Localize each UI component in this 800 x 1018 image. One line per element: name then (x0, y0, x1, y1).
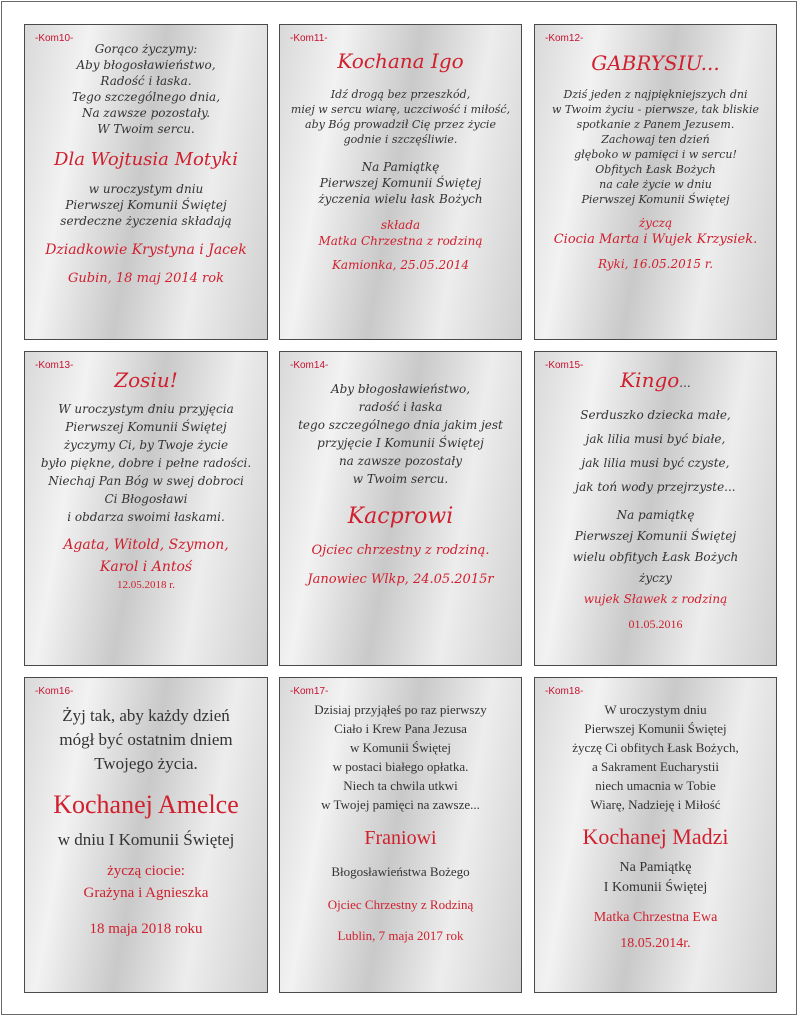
verse-line: Na zawsze pozostały. (81, 106, 211, 120)
verse-line: Dziś jeden z najpiękniejszych dni (563, 88, 748, 101)
recipient-name: GABRYSIU... (591, 51, 720, 75)
verse-line: W uroczystym dniu (604, 702, 707, 717)
verse-line: było piękne, dobre i pełne radości. (40, 456, 252, 470)
verse-line: głęboko w pamięci i w sercu! (574, 148, 737, 161)
verse-line: przyjęcie I Komunii Świętej (317, 436, 484, 450)
verse-line: na całe życie w dniu (599, 178, 712, 191)
verse-line: i obdarza swoimi łaskami. (67, 510, 225, 524)
occasion-line: życzy (639, 571, 672, 585)
place-date: Janowiec Wlkp, 24.05.2015r (307, 572, 494, 587)
plate-kom15 (534, 351, 777, 666)
occasion-line: Błogosławieństwa Bożego (331, 864, 470, 879)
verse-line: w Twoim życiu - pierwsze, tak bliskie (551, 103, 760, 116)
sender: Ojciec chrzestny z rodziną. (311, 543, 490, 558)
plate-code: -Kom11- (290, 33, 328, 44)
verse-line: Dzisiaj przyjąłeś po raz pierwszy (314, 702, 487, 717)
plate-code: -Kom17- (290, 686, 329, 697)
sender: Matka Chrzestna Ewa (593, 910, 718, 925)
recipient-name: Kingo (620, 368, 680, 392)
verse-line: radość i łaska (358, 400, 443, 414)
plate-code: -Kom15- (545, 360, 584, 371)
verse-line: Aby błogosławieństwo, (330, 382, 471, 396)
place-date: 01.05.2016 (628, 617, 683, 631)
verse-line: na zawsze pozostały (338, 454, 463, 468)
verse-line: Pierwszej Komunii Świętej (584, 721, 727, 736)
verse-line: Idź drogą bez przeszkód, (330, 88, 471, 101)
place-date: 18.05.2014r. (620, 936, 691, 951)
verse-line: w Twojej pamięci na zawsze... (321, 797, 480, 812)
verse-line: Żyj tak, aby każdy dzień (62, 706, 230, 725)
recipient-name: Kochanej Madzi (582, 824, 729, 849)
occasion-line: Pierwszej Komunii Świętej (574, 529, 737, 543)
occasion-line: w dniu I Komunii Świętej (57, 830, 235, 849)
recipient-suffix: ... (679, 376, 691, 390)
verse-line: Radość i łaska. (100, 74, 192, 88)
plate-kom14 (279, 351, 522, 666)
recipient-name: Dla Wojtusia Motyki (54, 149, 238, 170)
plate-kom12 (534, 24, 777, 340)
verse-line: Niechaj Pan Bóg w swej dobroci (48, 474, 244, 488)
verse-line: mógł być ostatnim dniem (59, 730, 233, 749)
occasion-line: serdeczne życzenia składają (60, 214, 232, 228)
sender: wujek Sławek z rodziną (583, 592, 728, 606)
verse-line: Tego szczególnego dnia, (71, 90, 221, 104)
occasion-line: w uroczystym dniu (88, 182, 204, 196)
sender: Ojciec Chrzestny z Rodziną (327, 897, 474, 912)
plate-code: -Kom14- (290, 360, 329, 371)
sender-line: Grażyna i Agnieszka (83, 885, 209, 901)
verse-line: tego szczególnego dnia jakim jest (298, 418, 503, 432)
place-date: Kamionka, 25.05.2014 (331, 258, 470, 272)
plate-kom17 (279, 677, 522, 993)
verse-line: Zachowaj ten dzień (601, 133, 710, 146)
verse-line: życzę Ci obfitych Łask Bożych, (572, 740, 739, 755)
verse-line: Aby błogosławieństwo, (76, 58, 216, 72)
verse-line: jak lilia musi być czyste, (581, 456, 730, 470)
plate-code: -Kom13- (35, 360, 74, 371)
sender: Dziadkowie Krystyna i Jacek (45, 242, 247, 258)
occasion-line: Na pamiątkę (616, 508, 695, 522)
verse-line: godnie i szczęśliwie. (343, 133, 458, 146)
sender-line: Karol i Antoś (99, 559, 193, 575)
place-date: Lublin, 7 maja 2017 rok (337, 928, 464, 943)
occasion-line: wielu obfitych Łask Bożych (572, 550, 739, 564)
verse-line: spotkanie z Panem Jezusem. (576, 118, 735, 131)
sender-line: Agata, Witold, Szymon, (63, 537, 229, 553)
verse-line: W uroczystym dniu przyjęcia (58, 402, 234, 416)
verse-line: Ci Błogosławi (104, 492, 188, 506)
plate-kom13 (24, 351, 268, 666)
place-date: 18 maja 2018 roku (89, 921, 203, 937)
verse-line: w Twoim sercu. (352, 472, 449, 486)
verse-line: Serduszko dziecka małe, (580, 408, 731, 422)
plate-kom10 (24, 24, 268, 340)
sign-word: życzą (638, 216, 673, 230)
place-date: Gubin, 18 maj 2014 rok (68, 271, 224, 286)
sender: Matka Chrzestna z rodziną (318, 234, 483, 248)
recipient-name: Franiowi (364, 827, 437, 849)
plate-kom16 (24, 677, 268, 993)
verse-line: Niech ta chwila utkwi (343, 778, 458, 793)
verse-line: aby Bóg prowadził Cię przez życie (305, 118, 496, 131)
recipient-name: Zosiu! (114, 368, 178, 392)
verse-line: Gorąco życzymy: (94, 42, 198, 56)
plate-kom11 (279, 24, 522, 340)
verse-line: jak lilia musi być białe, (585, 432, 726, 446)
sender: Ciocia Marta i Wujek Krzysiek. (553, 232, 758, 247)
verse-line: Obfitych Łask Bożych (595, 163, 716, 176)
plate-code: -Kom12- (545, 33, 584, 44)
plate-kom18 (534, 677, 777, 993)
verse-line: w postaci białego opłatka. (332, 759, 469, 774)
verse-line: a Sakrament Eucharystii (591, 759, 720, 774)
verse-line: Ciało i Krew Pana Jezusa (334, 721, 467, 736)
plate-code: -Kom18- (545, 686, 584, 697)
recipient-name: Kochanej Amelce (53, 790, 239, 819)
verse-line: niech umacnia w Tobie (595, 778, 716, 793)
occasion-line: Na Pamiątkę (619, 860, 692, 875)
recipient-name-line (543, 366, 768, 397)
place-date: 12.05.2018 r. (116, 579, 176, 591)
verse-line: Twojego życia. (94, 754, 198, 773)
recipient-name: Kacprowi (347, 504, 454, 529)
sign-word: składa (380, 218, 421, 232)
place-date: Ryki, 16.05.2015 r. (597, 257, 714, 271)
recipient-name: Kochana Igo (337, 49, 464, 73)
verse-line: Pierwszej Komunii Świętej (581, 193, 730, 206)
occasion-line: Na Pamiątkę (361, 160, 440, 174)
verse-line: życzymy Ci, by Twoje życie (63, 438, 229, 452)
verse-line: w Komunii Świętej (349, 740, 452, 755)
verse-line: miej w sercu wiarę, uczciwość i miłość, (290, 103, 511, 116)
occasion-line: I Komunii Świętej (603, 880, 708, 895)
verse-line: W Twoim sercu. (97, 122, 195, 136)
plate-code: -Kom10- (35, 33, 74, 44)
occasion-line: Pierwszej Komunii Świętej (65, 198, 227, 212)
occasion-line: życzenia wielu łask Bożych (318, 192, 483, 206)
occasion-line: Pierwszej Komunii Świętej (319, 176, 482, 190)
verse-line: jak toń wody przejrzyste... (575, 480, 736, 494)
plate-code: -Kom16- (35, 686, 74, 697)
sender-line: życzą ciocie: (107, 863, 185, 879)
verse-line: Pierwszej Komunii Świętej (65, 420, 227, 434)
verse-line: Wiarę, Nadzieję i Miłość (590, 797, 721, 812)
